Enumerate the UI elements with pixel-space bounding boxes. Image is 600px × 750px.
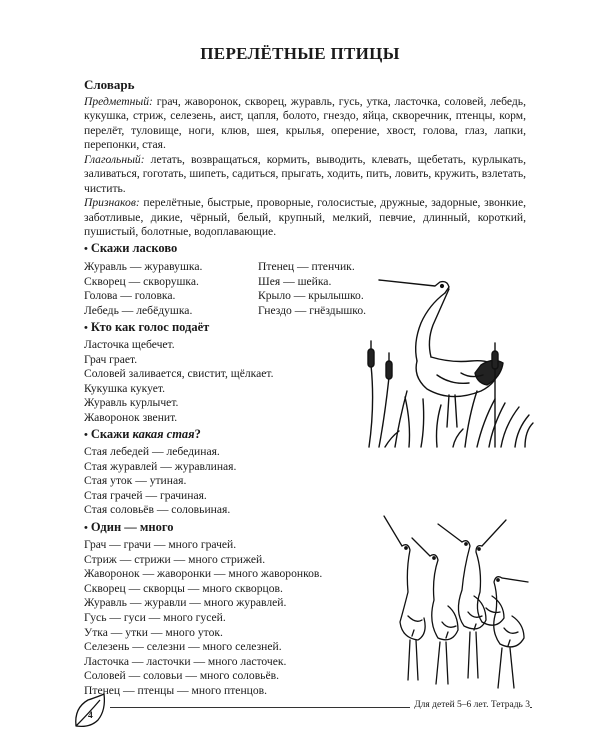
- footer-caption: Для детей 5–6 лет. Тетрадь 3: [410, 700, 530, 710]
- list-item: Стая уток — утиная.: [84, 474, 187, 488]
- list-item: Журавль — журавли — много журавлей.: [84, 596, 287, 610]
- list-item: Селезень — селезни — много селезней.: [84, 640, 282, 654]
- list-item: Стая грачей — грачиная.: [84, 488, 207, 502]
- list-item: Ласточка — ласточки — много ласточек.: [84, 654, 287, 668]
- vocabulary-text: грач, жаворонок, скворец, журавль, гусь, утка, ласточка, соловей, лебедь, кукушка, стриж, селезень, аист, цапля, болото, гнездо, яйца, скворечник, птенцы, корм, перелёт, туловище, ноги, клюв, шея, крылья, оперение, хвост, голова, глаз, лапки, перепонки, стая.: [84, 94, 526, 151]
- list-item: Голова — головка.: [84, 289, 176, 303]
- vocabulary-verbs: [84, 153, 526, 197]
- vocabulary-text: перелётные, быстрые, проворные, голосистые, дружные, задорные, звонкие, заботливые, дикие, чёрный, белый, крупный, мелкий, певчие, длинный, короткий, пушистый, болотные, водоплавающие.: [84, 196, 526, 238]
- section-title-mnogo: • Один — много: [84, 520, 174, 534]
- list-item: Журавль курлычет.: [84, 396, 179, 410]
- list-item: Лебедь — лебёдушка.: [84, 303, 193, 317]
- bullet-icon: •: [84, 322, 88, 334]
- vocabulary-label: Признаков:: [84, 196, 140, 209]
- bullet-icon: •: [84, 429, 88, 441]
- list-item: Ласточка щебечет.: [84, 338, 175, 351]
- page-title: ПЕРЕЛЁТНЫЕ ПТИЦЫ: [200, 44, 400, 63]
- bullet-icon: •: [84, 243, 88, 255]
- list-item: Гнездо — гнёздышко.: [258, 303, 367, 317]
- bullet-icon: •: [84, 522, 88, 534]
- list-item: Жаворонок звенит.: [84, 410, 178, 424]
- vocabulary-adjectives: [84, 196, 526, 240]
- list-item: Шея — шейка.: [258, 274, 332, 288]
- laskovo-right-list: [258, 260, 366, 318]
- list-item: Стая лебедей — лебединая.: [84, 445, 220, 458]
- vocabulary-text: летать, возвращаться, кормить, выводить, клевать, щебетать, курлыкать, заливаться, гоготать, шипеть, садиться, прыгать, ходить, пить, ловить, кружить, взлетать, чистить.: [84, 152, 526, 195]
- vocabulary-block: [84, 78, 526, 240]
- list-item: Стая журавлей — журавлиная.: [84, 459, 237, 473]
- vocabulary-heading: Словарь: [84, 77, 135, 92]
- list-item: Птенец — птенцы — много птенцов.: [84, 683, 268, 697]
- list-item: Соловей — соловьи — много соловьёв.: [84, 669, 279, 683]
- section-title-laskovo: • Скажи ласково: [84, 241, 178, 255]
- cranes-illustration: [378, 512, 538, 692]
- list-item: Утка — утки — много уток.: [84, 625, 223, 639]
- vocabulary-label: Глагольный:: [84, 152, 145, 166]
- stork-illustration: [365, 265, 535, 450]
- list-item: Грач граeт.: [84, 352, 138, 366]
- list-item: Грач — грачи — много грачей.: [84, 538, 237, 551]
- list-item: Крыло — крылышко.: [258, 289, 364, 303]
- list-item: Жаворонок — жаворонки — много жаворонков.: [84, 567, 323, 581]
- list-item: Стая соловьёв — соловьиная.: [84, 503, 231, 517]
- golos-list: [84, 338, 273, 426]
- staya-list: [84, 445, 236, 518]
- vocabulary-label: Предметный:: [84, 94, 153, 108]
- list-item: Стриж — стрижи — много стрижей.: [84, 552, 266, 566]
- list-item: Гусь — гуси — много гусей.: [84, 610, 226, 624]
- laskovo-left-list: [84, 260, 202, 318]
- list-item: Кукушка кукует.: [84, 381, 165, 395]
- list-item: Скворец — скворцы — много скворцов.: [84, 581, 283, 595]
- vocabulary-nouns: [84, 95, 526, 153]
- list-item: Журавль — журавушка.: [84, 260, 203, 273]
- page-number: 4: [88, 711, 93, 721]
- mnogo-list: [84, 538, 322, 699]
- list-item: Соловей заливается, свистит, щёлкает.: [84, 367, 274, 381]
- section-title-golos: • Кто как голос подаёт: [84, 320, 210, 334]
- section-title-staya: • Скажи какая стая?: [84, 427, 201, 441]
- list-item: Птенец — птенчик.: [258, 260, 355, 273]
- list-item: Скворец — скворушка.: [84, 274, 199, 288]
